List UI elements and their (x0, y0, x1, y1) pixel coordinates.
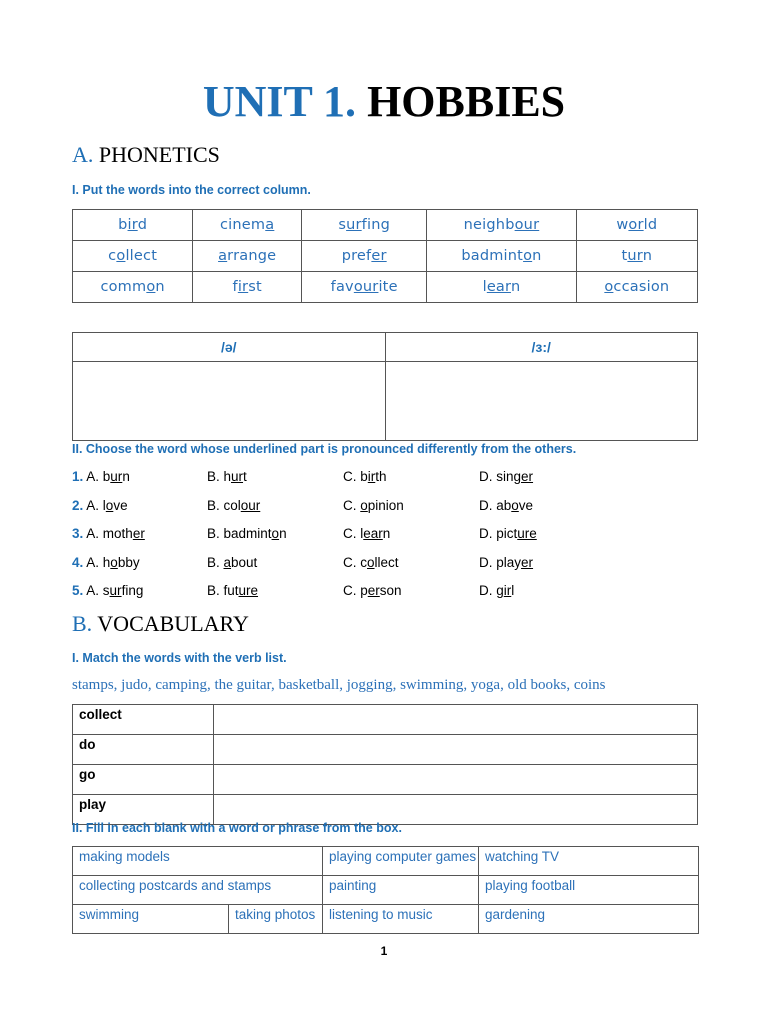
answer-option[interactable] (343, 498, 404, 513)
word-prefix: f (232, 279, 238, 295)
word-cell (576, 272, 697, 303)
option-prefix: D. g (479, 583, 504, 598)
option-underlined-part: o (105, 497, 114, 513)
word-suffix: ccasion (613, 279, 670, 295)
box-item: painting (323, 876, 479, 905)
answer-option[interactable] (72, 498, 128, 513)
question-row (72, 583, 632, 603)
sound-header-schwa: /ə/ (73, 333, 386, 362)
option-prefix: D. ab (479, 497, 512, 513)
word-suffix: rrange (227, 248, 277, 264)
verb-play: play (73, 795, 214, 825)
answer-option[interactable] (72, 469, 130, 484)
word-row (73, 210, 698, 241)
word-cell (576, 241, 697, 272)
verb-table (72, 704, 698, 825)
verb-collect: collect (73, 705, 214, 735)
word-underlined-part: o (523, 248, 533, 264)
schwa-answer-cell[interactable] (73, 362, 386, 441)
option-suffix: n (122, 469, 130, 484)
word-suffix: n (155, 279, 165, 295)
option-suffix: bout (231, 554, 258, 570)
section-b-heading (72, 611, 249, 637)
word-prefix: l (482, 279, 487, 295)
option-underlined-part: ir (367, 469, 376, 484)
word-prefix: w (616, 217, 629, 233)
option-underlined-part: o (271, 526, 280, 541)
er-answer-cell[interactable] (385, 362, 698, 441)
question-row (72, 526, 632, 546)
question-row (72, 555, 632, 575)
word-prefix: t (621, 248, 628, 264)
option-suffix: bby (117, 554, 140, 570)
section-a-heading (72, 142, 220, 168)
sound-header-er: /ɜ:/ (385, 333, 698, 362)
option-prefix: A. h (86, 554, 111, 570)
word-list: stamps, judo, camping, the guitar, basketball, jogging, swimming, yoga, old books, coins (72, 677, 606, 693)
option-prefix: B. h (207, 469, 232, 484)
option-underlined-part: ur (231, 469, 244, 484)
word-suffix: llect (125, 248, 158, 264)
word-cell (193, 210, 302, 241)
word-cell (73, 241, 193, 272)
option-underlined-part: er (521, 469, 534, 484)
option-prefix: B. (207, 554, 224, 570)
box-item (229, 905, 323, 934)
phrase-box (72, 846, 699, 934)
word-cell (576, 210, 697, 241)
answer-option[interactable] (72, 583, 143, 598)
answer-option[interactable] (343, 526, 390, 541)
section-a-name: PHONETICS (98, 142, 220, 167)
answer-option[interactable] (207, 555, 257, 570)
box-item: making models (73, 847, 323, 876)
option-suffix: son (379, 583, 402, 598)
option-underlined-part: o (511, 497, 519, 513)
option-underlined-part: o (367, 554, 375, 570)
section-b-letter: B. (72, 611, 93, 636)
option-underlined-part: ir (503, 583, 512, 598)
answer-option[interactable] (207, 583, 258, 598)
question-row (72, 469, 632, 489)
option-prefix: D. sing (479, 469, 522, 484)
box-item: watching TV (479, 847, 699, 876)
option-underlined-part: er (521, 554, 534, 570)
option-underlined-part: er (132, 526, 145, 541)
section-a-letter: A. (72, 142, 94, 167)
option-underlined-part: ure (238, 583, 259, 598)
question-number: 2. (72, 497, 84, 513)
word-cell (427, 210, 576, 241)
word-cell (427, 272, 576, 303)
question-row (72, 498, 632, 518)
word-cell (302, 210, 427, 241)
option-prefix: C. b (343, 469, 368, 484)
option-suffix: th (375, 469, 387, 484)
word-suffix: ite (378, 279, 398, 295)
word-prefix: fav (330, 279, 354, 295)
word-cell (73, 210, 193, 241)
box-item: swimming (73, 905, 229, 934)
option-prefix: D. play (479, 554, 522, 570)
word-cell (193, 241, 302, 272)
word-prefix: badmint (461, 248, 524, 264)
word-prefix: cinem (220, 217, 266, 233)
option-suffix: n (279, 526, 287, 541)
option-prefix: C. (343, 497, 361, 513)
box-item-text: playing computer games (329, 849, 477, 864)
word-cell (73, 272, 193, 303)
instruction-b2: II. Fill in each blank with a word or phrase from the box. (72, 821, 402, 835)
option-suffix: n (382, 526, 391, 541)
question-number: 1. (72, 469, 84, 484)
word-suffix: d (137, 217, 148, 233)
word-suffix: fing (361, 217, 390, 233)
answer-option[interactable] (72, 526, 145, 541)
instruction-a2: II. Choose the word whose underlined part is pronounced differently from the others. (72, 442, 577, 456)
word-prefix: comm (100, 279, 147, 295)
instruction-a1: I. Put the words into the correct column. (72, 183, 311, 197)
word-underlined-part: our (514, 217, 540, 233)
option-suffix: llect (374, 554, 399, 570)
option-prefix: A. s (86, 583, 110, 598)
word-prefix: pref (341, 248, 372, 264)
answer-option[interactable] (479, 526, 537, 541)
word-row (73, 241, 698, 272)
option-suffix: t (243, 469, 247, 484)
option-prefix: A. l (86, 497, 106, 513)
word-suffix: n (510, 279, 521, 295)
answer-option[interactable] (207, 469, 247, 484)
option-suffix: pinion (367, 497, 404, 513)
option-underlined-part: ur (110, 469, 123, 484)
option-underlined-part: ear (363, 526, 383, 541)
option-underlined-part: o (110, 554, 118, 570)
page-number: 1 (380, 944, 388, 958)
answer-option[interactable] (343, 583, 402, 598)
option-suffix: l (511, 583, 515, 598)
page-title (0, 76, 768, 128)
option-prefix: A. moth (86, 526, 133, 541)
word-underlined-part: ur (627, 248, 643, 264)
option-suffix: fing (121, 583, 144, 598)
verb-do-answer[interactable] (214, 735, 698, 765)
option-prefix: A. b (86, 469, 111, 484)
answer-option[interactable] (72, 555, 140, 570)
word-suffix: st (248, 279, 262, 295)
box-item (323, 847, 479, 876)
option-prefix: B. fut (207, 583, 239, 598)
box-item: collecting postcards and stamps (73, 876, 323, 905)
verb-go-answer[interactable] (214, 765, 698, 795)
option-underlined-part: our (240, 497, 261, 513)
word-suffix: n (532, 248, 542, 264)
option-prefix: D. pict (479, 526, 518, 541)
box-item: playing football (479, 876, 699, 905)
option-prefix: B. badmint (207, 526, 272, 541)
word-row (73, 272, 698, 303)
option-prefix: B. col (207, 497, 241, 513)
word-cell (302, 241, 427, 272)
word-cell (302, 272, 427, 303)
sound-columns-table (72, 332, 698, 441)
word-prefix: c (108, 248, 117, 264)
answer-option[interactable] (479, 583, 514, 598)
verb-play-answer[interactable] (214, 795, 698, 825)
option-underlined-part: o (360, 497, 368, 513)
word-underlined-part: o (146, 279, 156, 295)
answer-option[interactable] (343, 555, 399, 570)
title-topic: HOBBIES (367, 77, 566, 126)
word-prefix: b (118, 217, 128, 233)
option-prefix: C. p (343, 583, 368, 598)
option-underlined-part: a (223, 554, 232, 570)
word-cell (427, 241, 576, 272)
box-item-text: taking photos (235, 907, 316, 922)
title-unit: UNIT 1. (202, 77, 357, 126)
box-item: listening to music (323, 905, 479, 934)
option-prefix: C. l (343, 526, 364, 541)
word-suffix: n (642, 248, 653, 264)
verb-do: do (73, 735, 214, 765)
option-prefix: C. c (343, 554, 368, 570)
word-underlined-part: a (218, 248, 228, 264)
word-underlined-part: o (604, 279, 614, 295)
verb-go: go (73, 765, 214, 795)
question-number: 5. (72, 583, 84, 598)
word-table (72, 209, 698, 303)
question-number: 3. (72, 526, 84, 541)
answer-option[interactable] (207, 526, 287, 541)
box-item: gardening (479, 905, 699, 934)
word-underlined-part: o (116, 248, 126, 264)
instruction-b1: I. Match the words with the verb list. (72, 651, 287, 665)
word-underlined-part: a (265, 217, 275, 233)
option-suffix: ve (113, 497, 128, 513)
word-underlined-part: ur (346, 217, 362, 233)
word-underlined-part: ir (237, 279, 249, 295)
word-underlined-part: ir (127, 217, 138, 233)
word-prefix: neighb (463, 217, 515, 233)
answer-option[interactable] (479, 469, 533, 484)
option-underlined-part: er (367, 583, 380, 598)
answer-option[interactable] (479, 498, 533, 513)
word-underlined-part: or (628, 217, 644, 233)
word-suffix: ld (643, 217, 658, 233)
answer-option[interactable] (207, 498, 260, 513)
answer-option[interactable] (343, 469, 387, 484)
option-suffix: ve (518, 497, 534, 513)
section-b-name: VOCABULARY (97, 611, 249, 636)
word-cell (193, 272, 302, 303)
word-underlined-part: er (371, 248, 387, 264)
word-prefix: s (338, 217, 347, 233)
option-underlined-part: ur (109, 583, 122, 598)
question-number: 4. (72, 554, 84, 570)
word-underlined-part: our (353, 279, 379, 295)
word-underlined-part: ear (486, 279, 511, 295)
answer-option[interactable] (479, 555, 533, 570)
option-underlined-part: ure (517, 526, 537, 541)
verb-collect-answer[interactable] (214, 705, 698, 735)
